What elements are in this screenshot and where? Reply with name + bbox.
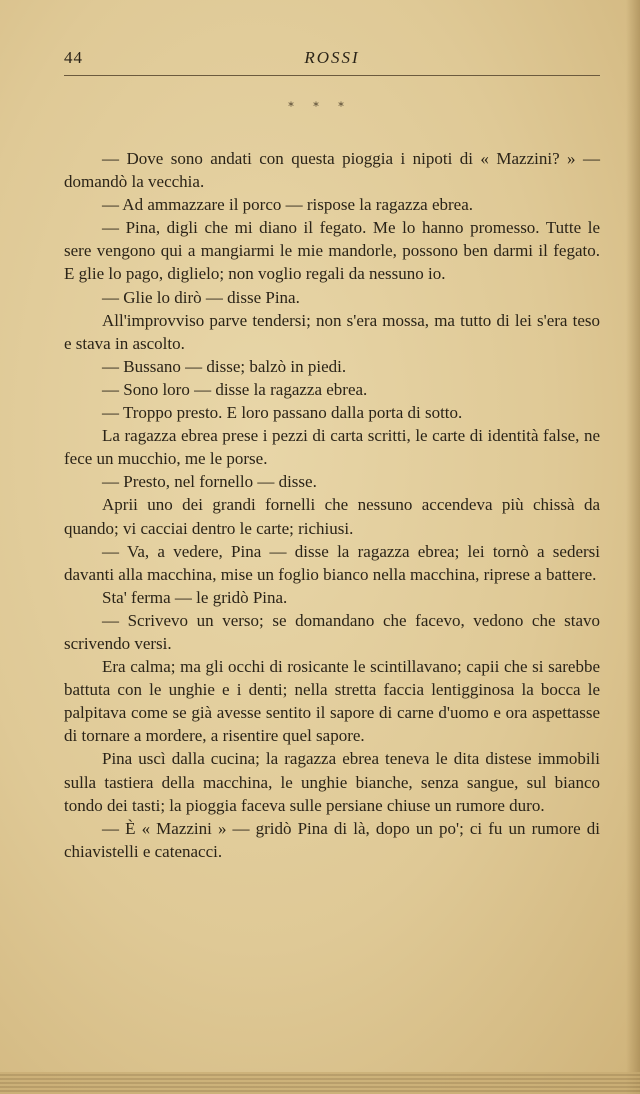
paragraph: — Va, a vedere, Pina — disse la ragazza ebrea; lei tornò a sedersi davanti alla macchina, mise un foglio bianco nella macchina, riprese a battere. <box>64 541 600 584</box>
paragraph: Aprii uno dei grandi fornelli che nessuno accendeva più chissà da quando; vi cacciai dentro le carte; richiusi. <box>64 495 600 538</box>
paragraph: — Ad ammazzare il porco — rispose la ragazza ebrea. <box>102 195 473 215</box>
page-edge-shadow <box>626 0 640 1094</box>
body-text <box>64 147 600 863</box>
header-rule <box>64 75 600 76</box>
paragraph: — Troppo presto. E loro passano dalla porta di sotto. <box>102 403 463 423</box>
paragraph: — Glie lo dirò — disse Pina. <box>102 287 300 307</box>
section-ornament: * * * <box>288 100 352 113</box>
paragraph: La ragazza ebrea prese i pezzi di carta scritti, le carte di identità false, ne fece un mucchio, me le porse. <box>64 426 600 469</box>
paragraph: All'improvviso parve tendersi; non s'era mossa, ma tutto di lei s'era teso e stava in ascolto. <box>64 310 600 353</box>
running-head: ROSSI <box>304 48 360 67</box>
paragraph: — Dove sono andati con questa pioggia i nipoti di « Mazzini? » — domandò la vecchia. <box>64 149 600 192</box>
paragraph: Era calma; ma gli occhi di rosicante le scintillavano; capii che si sarebbe battuta con le unghie e i denti; nella stretta faccia lentigginosa la bocca le palpitava come se già avesse sentito il sapore di carne d'uomo e ora aspettasse di tornare a mordere, a risentire quel sapore. <box>64 657 600 746</box>
page-number: 44 <box>64 48 83 67</box>
paragraph: Sta' ferma — le gridò Pina. <box>102 587 288 607</box>
paragraph: — Pina, digli che mi diano il fegato. Me lo hanno promesso. Tutte le sere vengono qui a mangiarmi le mie mandorle, possono ben darmi il fegato. E glie lo pago, diglielo; non voglio regali da nessuno io. <box>64 218 600 284</box>
paragraph: — Presto, nel fornello — disse. <box>102 472 317 492</box>
paragraph: — È « Mazzini » — gridò Pina di là, dopo un po'; ci fu un rumore di chiavistelli e catenacci. <box>64 818 600 861</box>
paragraph: — Sono loro — disse la ragazza ebrea. <box>102 379 368 399</box>
page-header <box>64 48 600 72</box>
paragraph: Pina uscì dalla cucina; la ragazza ebrea teneva le dita distese immobili sulla tastiera della macchina, le unghie bianche, senza sangue, sul bianco tondo dei tasti; la pioggia faceva sulle persiane chiuse un rumore duro. <box>64 749 600 815</box>
paragraph: — Bussano — disse; balzò in piedi. <box>102 356 347 376</box>
page-stack-edge <box>0 1072 640 1094</box>
paragraph: — Scrivevo un verso; se domandano che facevo, vedono che stavo scrivendo versi. <box>64 610 600 653</box>
